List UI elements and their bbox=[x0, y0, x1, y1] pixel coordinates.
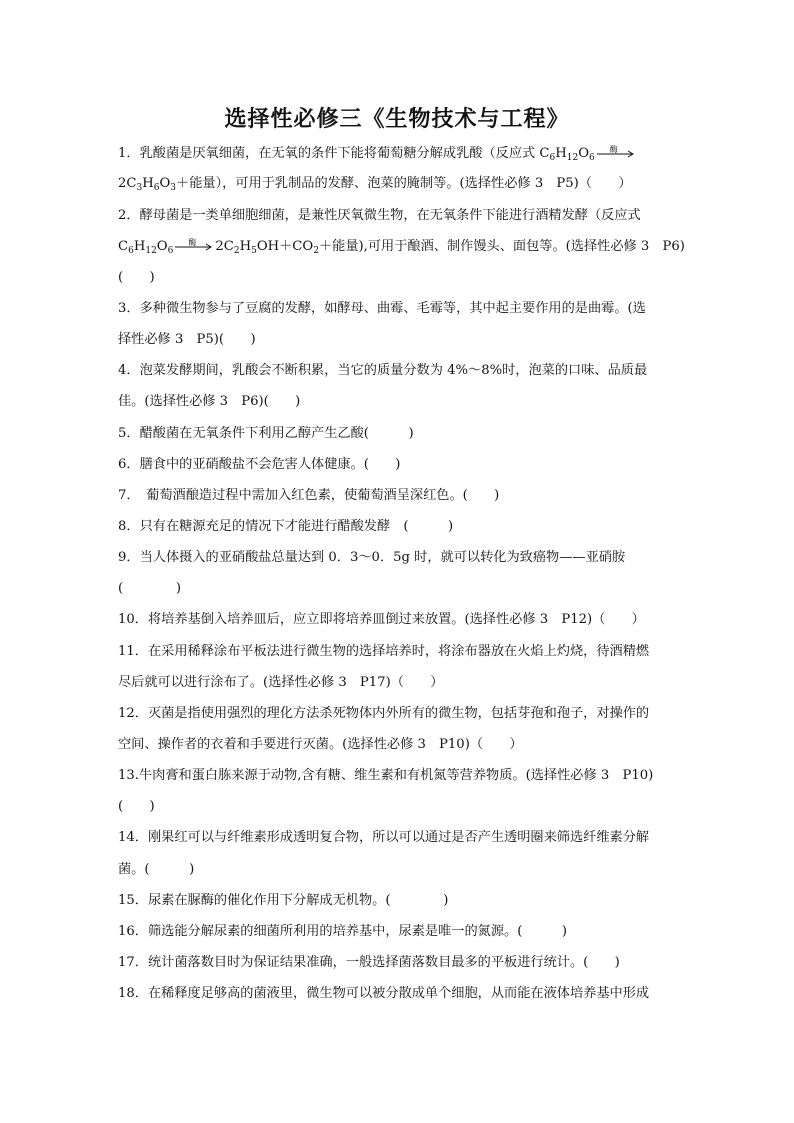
question-line: 4．泡菜发酵期间，乳酸会不断积累，当它的质量分数为 4%～8%时，泡菜的口味、品质最 bbox=[118, 363, 648, 378]
question-line: 佳。(选择性必修 3 P6)( ) bbox=[118, 394, 301, 409]
question-2-line-2: $C_6H_{12}O_6$ 酶 $2C_2H_5OH+CO_2+$能量),可用于酿酒、制作馒头、面包等。(选择性必修 3 P6) bbox=[118, 237, 685, 256]
question-2-line-1: 2．酵母菌是一类单细胞细菌，是兼性厌氧微生物，在无氧条件下能进行酒精发酵（反应式 bbox=[118, 208, 641, 223]
question-2-line-3: ( ) bbox=[118, 270, 155, 285]
question-line: 尽后就可以进行涂布了。(选择性必修 3 P17)（ ） bbox=[118, 675, 444, 690]
question-line: 5．醋酸菌在无氧条件下利用乙醇产生乙酸( ) bbox=[118, 426, 414, 441]
question-line: 菌。( ) bbox=[118, 862, 195, 877]
page-title: 选择性必修三《生物技术与工程》 bbox=[224, 106, 570, 132]
question-line: 9．当人体摄入的亚硝酸盐总量达到 0．3～0．5g 时，就可以转化为致癌物——亚硝胺 bbox=[118, 550, 626, 565]
question-line: ( ) bbox=[118, 799, 155, 814]
question-line: 择性必修 3 P5)( ) bbox=[118, 332, 256, 347]
question-1-line-1: 1．乳酸菌是厌氧细菌，在无氧的条件下能将葡萄糖分解成乳酸（反应式 $C_6H_{12}O_6$ 酶 bbox=[118, 145, 637, 163]
question-1-line-2: $2C_3H_6O_3+$能量），可用于乳制品的发酵、泡菜的腌制等。(选择性必修 3 P5)（ ） bbox=[118, 176, 632, 193]
question-line: 13.牛肉膏和蛋白胨来源于动物,含有糖、维生素和有机氮等营养物质。(选择性必修 3 P10) bbox=[118, 768, 654, 783]
question-line: 8．只有在糖源充足的情况下才能进行醋酸发酵 ( ) bbox=[118, 519, 454, 534]
reaction-arrow-icon: 酶 bbox=[596, 148, 636, 160]
question-line: 3．多种微生物参与了豆腐的发酵，如酵母、曲霉、毛霉等，其中起主要作用的是曲霉。(选 bbox=[118, 301, 646, 316]
question-line: ( ) bbox=[118, 581, 182, 596]
question-line: 18．在稀释度足够高的菌液里，微生物可以被分散成单个细胞，从而能在液体培养基中形成 bbox=[118, 986, 650, 1001]
question-line: 10．将培养基倒入培养皿后，应立即将培养皿倒过来放置。(选择性必修 3 P12)（ ） bbox=[118, 612, 645, 627]
reaction-arrow-icon: 酶 bbox=[174, 241, 214, 253]
question-line: 15．尿素在脲酶的催化作用下分解成无机物。( ) bbox=[118, 893, 449, 908]
question-line: 6．膳食中的亚硝酸盐不会危害人体健康。( ) bbox=[118, 457, 401, 472]
question-line: 17．统计菌落数目时为保证结果准确，一般选择菌落数目最多的平板进行统计。( ) bbox=[118, 955, 620, 970]
question-line: 11．在采用稀释涂布平板法进行微生物的选择培养时，将涂布器放在火焰上灼烧，待酒精燃 bbox=[118, 644, 650, 659]
question-line: 空间、操作者的衣着和手要进行灭菌。(选择性必修 3 P10)（ ） bbox=[118, 737, 523, 752]
question-line: 7． 葡萄酒酿造过程中需加入红色素，使葡萄酒呈深红色。( ) bbox=[118, 488, 500, 503]
question-line: 14．刚果红可以与纤维素形成透明复合物，所以可以通过是否产生透明圈来筛选纤维素分解 bbox=[118, 830, 650, 845]
question-line: 16．筛选能分解尿素的细菌所利用的培养基中，尿素是唯一的氮源。( ) bbox=[118, 924, 568, 939]
question-line: 12．灭菌是指使用强烈的理化方法杀死物体内外所有的微生物，包括芽孢和孢子，对操作的 bbox=[118, 706, 650, 721]
